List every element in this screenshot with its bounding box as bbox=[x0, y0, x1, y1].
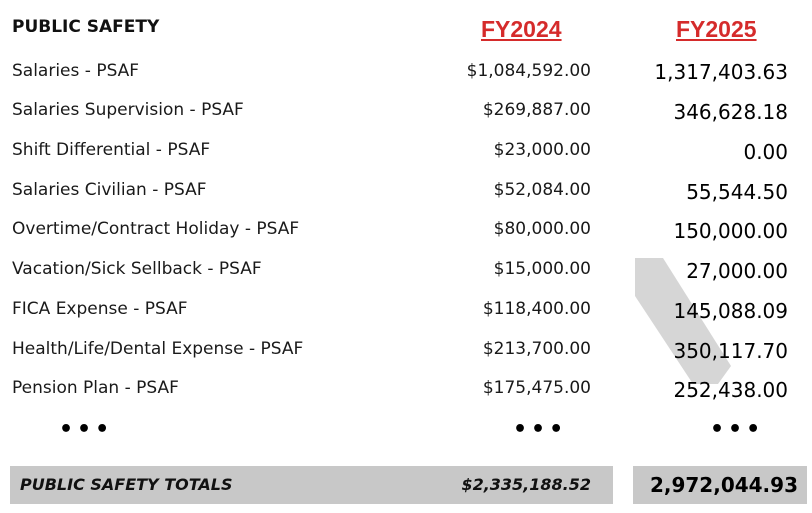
row-label: Overtime/Contract Holiday - PSAF bbox=[12, 219, 300, 239]
row-label: Salaries Supervision - PSAF bbox=[12, 100, 244, 120]
row-label: Vacation/Sick Sellback - PSAF bbox=[12, 259, 262, 279]
row-fy2025-value: 346,628.18 bbox=[673, 100, 788, 124]
row-fy2024-value: $80,000.00 bbox=[493, 219, 591, 239]
row-fy2024-value: $269,887.00 bbox=[482, 100, 591, 120]
section-heading: PUBLIC SAFETY bbox=[12, 17, 160, 37]
totals-fy2024-value: $2,335,188.52 bbox=[461, 475, 591, 494]
row-fy2025-value: 1,317,403.63 bbox=[654, 60, 788, 84]
row-fy2025-value: 252,438.00 bbox=[673, 378, 788, 402]
column-header-fy2025: FY2025 bbox=[676, 16, 757, 42]
row-fy2025-value: 55,544.50 bbox=[686, 180, 788, 204]
row-fy2024-value: $175,475.00 bbox=[482, 378, 591, 398]
row-fy2024-value: $118,400.00 bbox=[482, 299, 591, 319]
row-label: Salaries - PSAF bbox=[12, 61, 140, 81]
ellipsis-label-column: ••• bbox=[59, 417, 114, 442]
row-label: Health/Life/Dental Expense - PSAF bbox=[12, 339, 304, 359]
row-fy2024-value: $52,084.00 bbox=[493, 180, 591, 200]
column-header-fy2024: FY2024 bbox=[481, 16, 562, 42]
row-fy2024-value: $213,700.00 bbox=[482, 339, 591, 359]
row-label: FICA Expense - PSAF bbox=[12, 299, 188, 319]
ellipsis-fy2024-column: ••• bbox=[513, 417, 568, 442]
totals-fy2025-value: 2,972,044.93 bbox=[649, 473, 798, 497]
row-fy2025-value: 350,117.70 bbox=[673, 339, 788, 363]
row-fy2025-value: 27,000.00 bbox=[686, 259, 788, 283]
row-fy2024-value: $1,084,592.00 bbox=[466, 61, 591, 81]
row-label: Salaries Civilian - PSAF bbox=[12, 180, 207, 200]
row-label: Shift Differential - PSAF bbox=[12, 140, 211, 160]
row-label: Pension Plan - PSAF bbox=[12, 378, 179, 398]
row-fy2024-value: $23,000.00 bbox=[493, 140, 591, 160]
row-fy2025-value: 150,000.00 bbox=[673, 219, 788, 243]
row-fy2024-value: $15,000.00 bbox=[493, 259, 591, 279]
totals-label: PUBLIC SAFETY TOTALS bbox=[20, 475, 233, 494]
row-fy2025-value: 145,088.09 bbox=[673, 299, 788, 323]
ellipsis-fy2025-column: ••• bbox=[710, 417, 765, 442]
row-fy2025-value: 0.00 bbox=[743, 140, 788, 164]
